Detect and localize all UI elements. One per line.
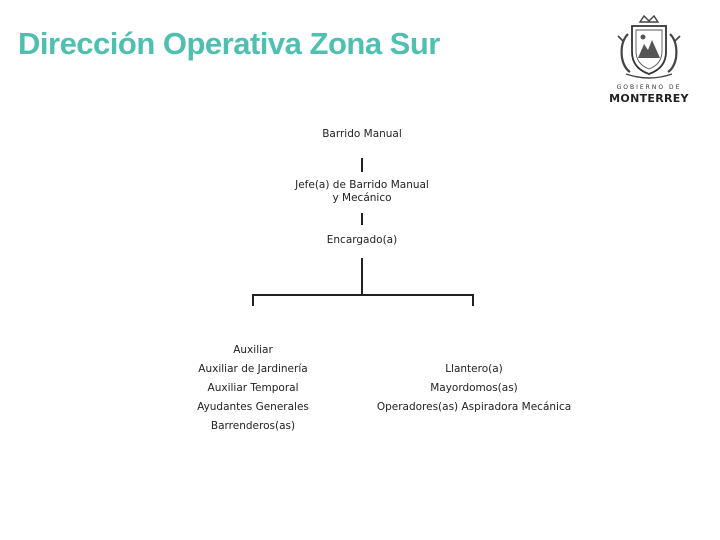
logo-text-top: GOBIERNO DE: [616, 84, 682, 91]
list-item: Auxiliar Temporal: [207, 382, 299, 394]
node-jefe-line1: Jefe(a) de Barrido Manual: [295, 179, 429, 191]
node-barrido-manual: Barrido Manual: [322, 128, 402, 140]
node-jefe-line2: y Mecánico: [332, 192, 392, 204]
logo-text-main: MONTERREY: [609, 92, 689, 105]
list-item: Ayudantes Generales: [197, 401, 309, 413]
list-item: Operadores(as) Aspiradora Mecánica: [376, 401, 572, 413]
list-item: Barrenderos(as): [210, 420, 296, 432]
left-branch-list: [153, 341, 353, 436]
right-branch-list: [360, 360, 588, 417]
node-encargado: Encargado(a): [326, 234, 398, 246]
list-item: Auxiliar de Jardinería: [198, 363, 308, 375]
list-item: Mayordomos(as): [430, 382, 518, 394]
page-title: Dirección Operativa Zona Sur: [18, 26, 440, 61]
node-jefe: [262, 179, 462, 205]
list-item: Llantero(a): [445, 363, 503, 375]
list-item: Auxiliar: [233, 344, 273, 356]
